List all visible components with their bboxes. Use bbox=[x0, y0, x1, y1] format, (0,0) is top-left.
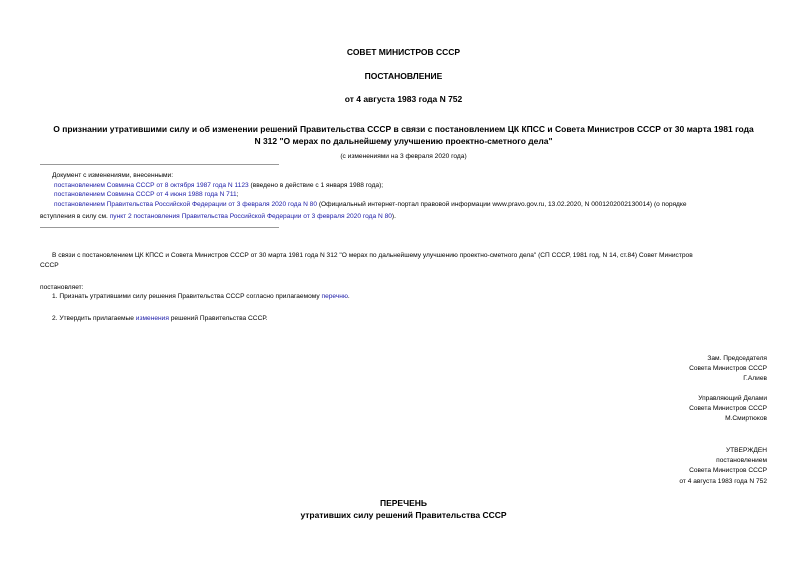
title-line-1: О признании утратившими силу и об изменении решений Правительства СССР в связи с постановлением ЦК КПСС и Совета Министров СССР от 30 марта 1981 года bbox=[53, 124, 754, 134]
change-item-continuation: вступления в силу см. пункт 2 постановления Правительства Российской Федерации от 3 февраля 2020 года N 80). bbox=[40, 213, 396, 220]
changes-block bbox=[52, 171, 772, 209]
change-link-2020[interactable]: постановлением Правительства Российской Федерации от 3 февраля 2020 года N 80 bbox=[54, 200, 318, 208]
clause-2: 2. Утвердить прилагаемые изменения решений Правительства СССР. bbox=[52, 315, 268, 322]
divider-top bbox=[40, 164, 279, 165]
document-type: ПОСТАНОВЛЕНИЕ bbox=[364, 71, 443, 81]
signature-name: М.Смиртюков bbox=[725, 415, 767, 423]
resolves-label: постановляет: bbox=[40, 284, 84, 291]
signature-body: Совета Министров СССР bbox=[689, 365, 767, 373]
effective-date-link[interactable]: пункт 2 постановления Правительства Российской Федерации от 3 февраля 2020 года N 80 bbox=[109, 213, 392, 220]
signature-administrator bbox=[689, 394, 767, 425]
signature-deputy-chairman bbox=[689, 354, 767, 385]
list-link[interactable]: перечню bbox=[321, 293, 348, 300]
signature-position: Зам. Председателя bbox=[707, 355, 767, 362]
signature-position: Управляющий Делами bbox=[698, 395, 767, 402]
list-title: ПЕРЕЧЕНЬ bbox=[379, 498, 427, 508]
preamble-line-1: В связи с постановлением ЦК КПСС и Совета Министров СССР от 30 марта 1981 года N 312 "О мерах по дальнейшему улучшению проектно-сметного дела" (СП СССР, 1981 год, N 14, ст.84) Совет Министров bbox=[52, 252, 693, 259]
change-link-1987[interactable]: постановлением Совмина СССР от 8 октября 1987 года N 1123 bbox=[54, 181, 249, 189]
title-line-2: N 312 "О мерах по дальнейшему улучшению проектно-сметного дела" bbox=[254, 136, 553, 147]
amendments-link[interactable]: изменения bbox=[135, 315, 169, 322]
preamble-line-2: СССР bbox=[40, 262, 59, 269]
change-item: постановлением Правительства Российской Федерации от 3 февраля 2020 года N 80 (Официальный интернет-портал правовой информации www.pravo.gov.ru, 13.02.2020, N 0001202002130014) (о порядке bbox=[54, 200, 687, 208]
document-title bbox=[0, 123, 807, 148]
approval-line: от 4 августа 1983 года N 752 bbox=[679, 477, 767, 485]
signature-name: Г.Алиев bbox=[743, 375, 767, 383]
issuing-body: СОВЕТ МИНИСТРОВ СССР bbox=[346, 47, 461, 57]
revision-note: (с изменениями на 3 февраля 2020 года) bbox=[340, 153, 467, 160]
signature-body: Совета Министров СССР bbox=[689, 405, 767, 413]
divider-bottom bbox=[40, 227, 279, 228]
changes-intro: Документ с изменениями, внесенными: bbox=[52, 172, 174, 179]
approval-title: УТВЕРЖДЕН bbox=[725, 447, 767, 454]
approval-line: постановлением bbox=[716, 457, 767, 465]
list-subtitle: утративших силу решений Правительства СССР bbox=[300, 510, 507, 520]
approval-line: Совета Министров СССР bbox=[689, 467, 767, 475]
change-link-1988[interactable]: постановлением Совмина СССР от 4 июня 1988 года N 711 bbox=[54, 191, 237, 199]
change-item: постановлением Совмина СССР от 4 июня 1988 года N 711; bbox=[54, 191, 239, 199]
change-item: постановлением Совмина СССР от 8 октября 1987 года N 1123 (введено в действие с 1 января 1988 года); bbox=[54, 181, 384, 189]
document-date-number: от 4 августа 1983 года N 752 bbox=[344, 94, 463, 104]
approval-stamp bbox=[679, 446, 767, 487]
clause-1: 1. Признать утратившими силу решения Правительства СССР согласно прилагаемому перечню. bbox=[52, 293, 350, 300]
